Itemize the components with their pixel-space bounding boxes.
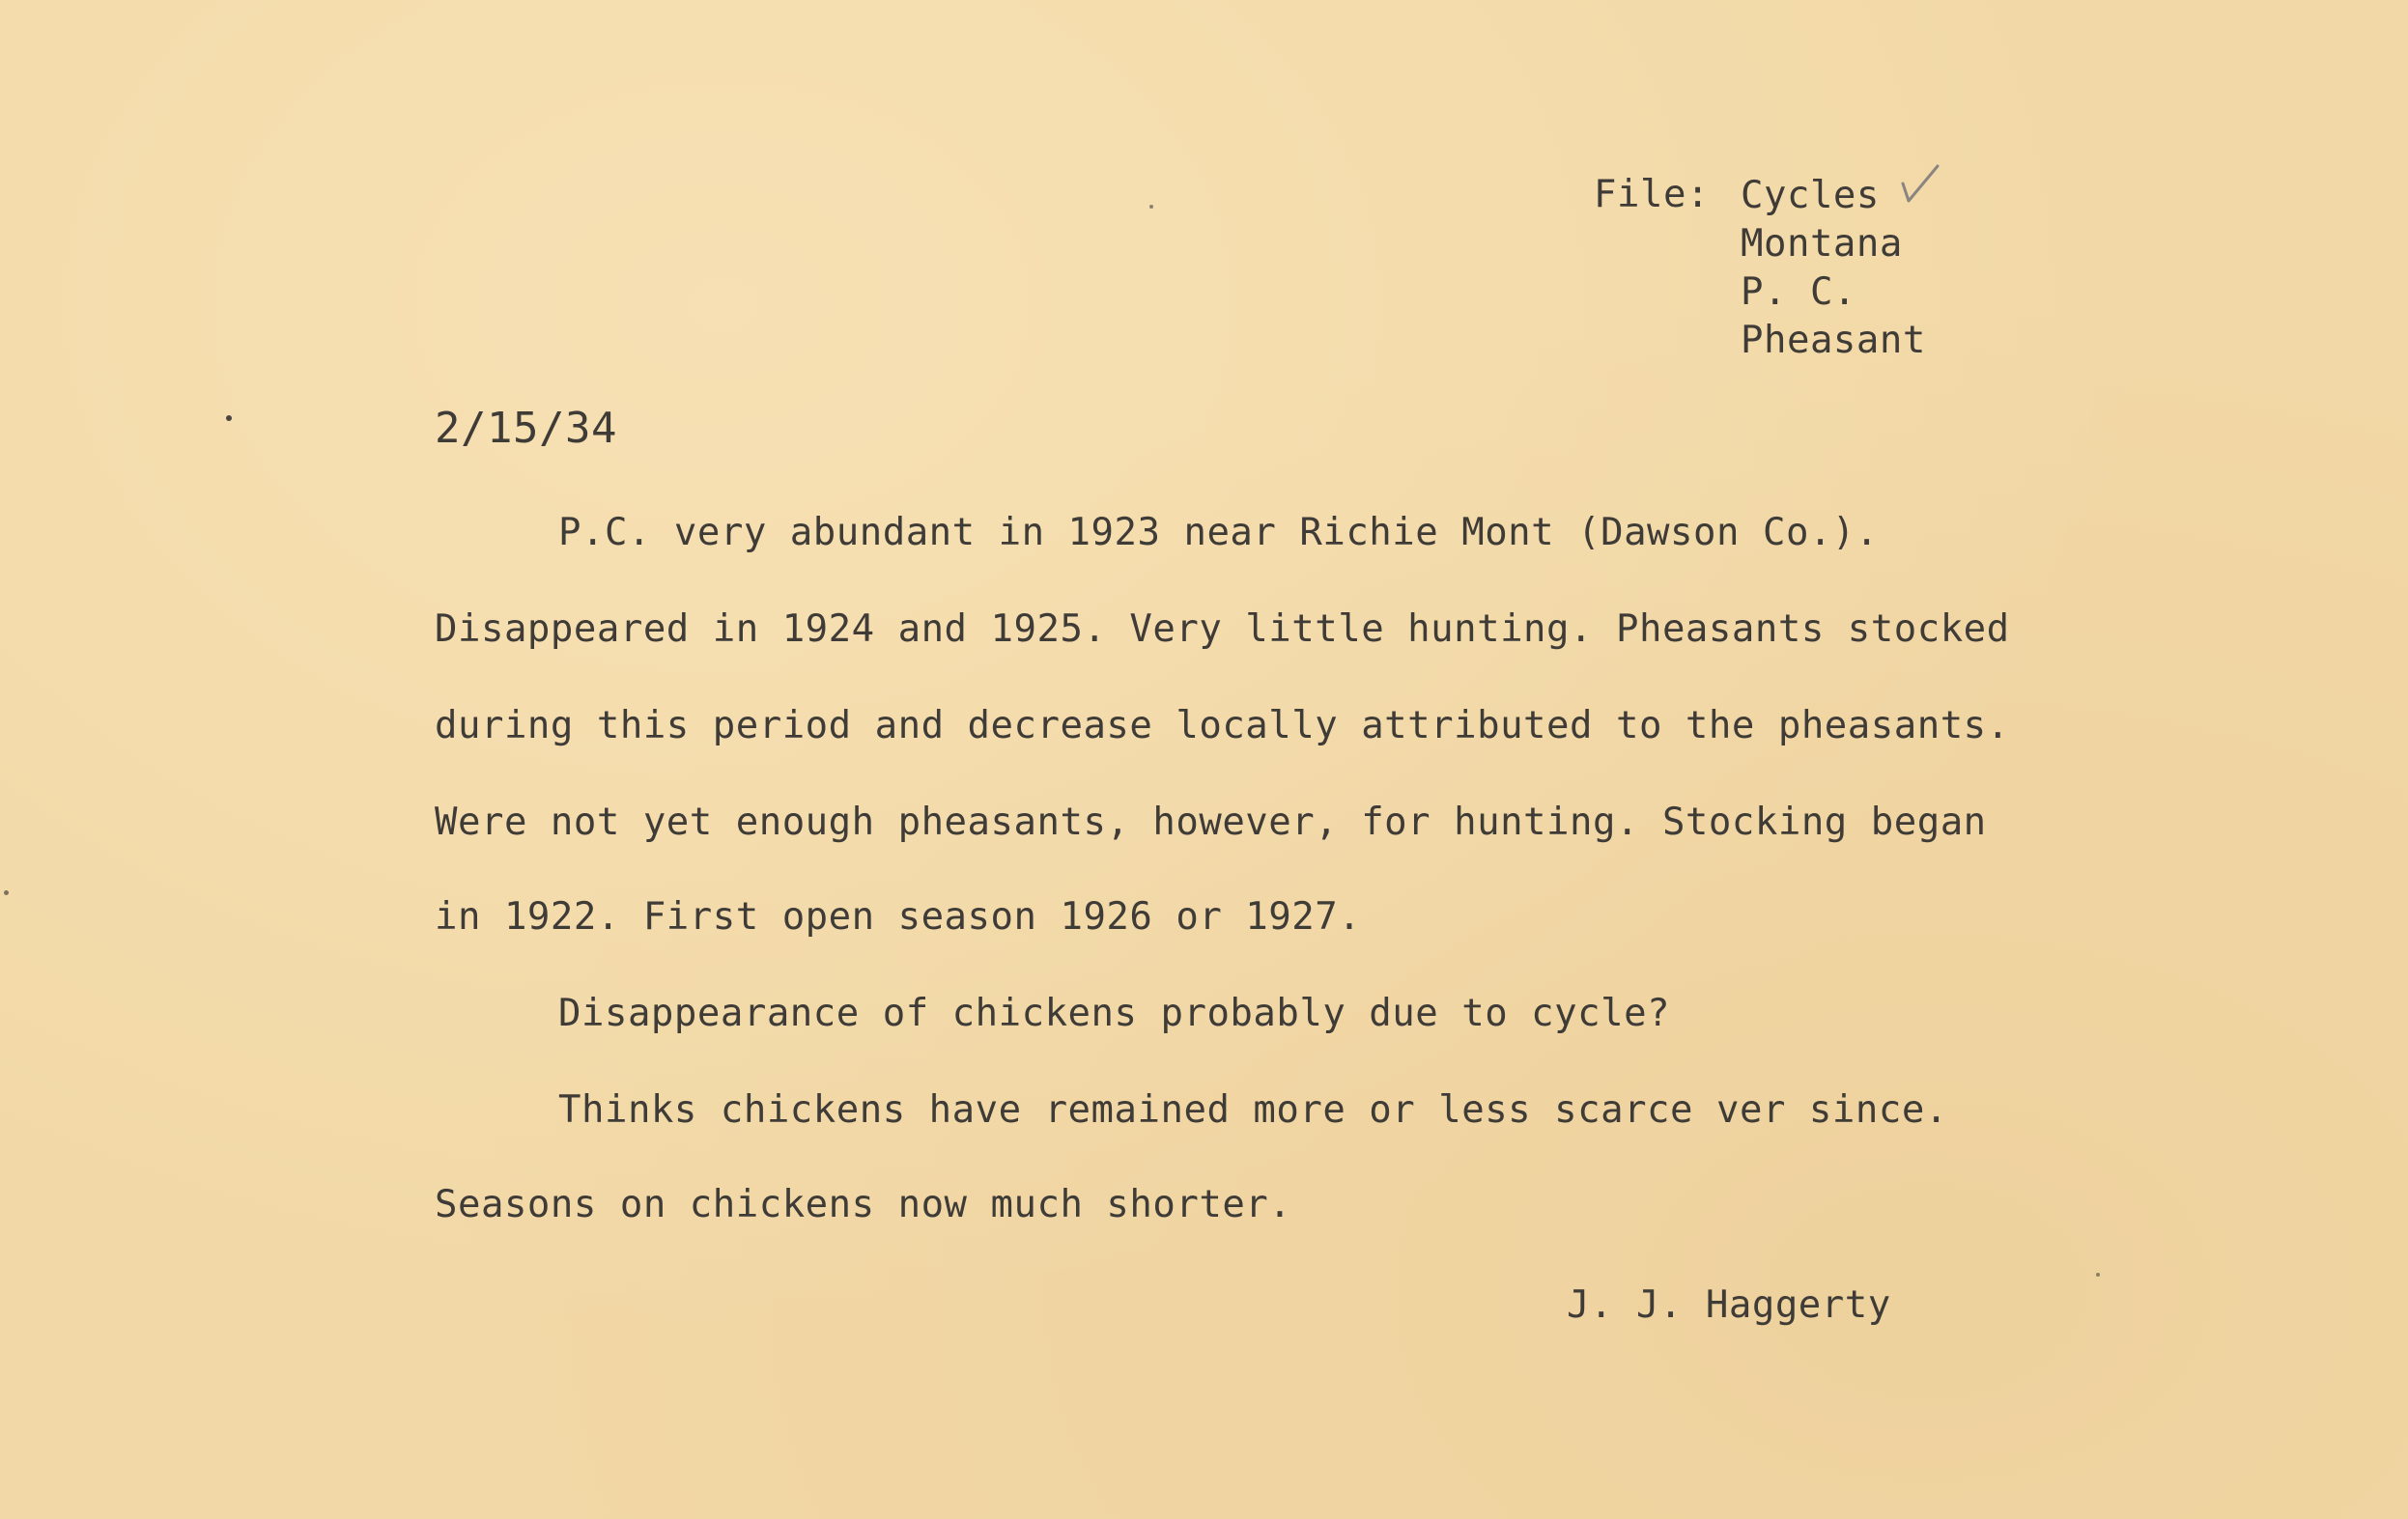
file-entry-montana: Montana (1741, 222, 1903, 266)
file-label: File: (1594, 173, 1710, 216)
paper-speck (4, 890, 9, 895)
signature: J. J. Haggerty (1567, 1283, 1891, 1327)
paragraph-1-line-1: P.C. very abundant in 1923 near Richie Mont (Dawson Co.). (558, 511, 1879, 554)
paragraph-3-line-2: Seasons on chickens now much shorter. (435, 1183, 1292, 1226)
paragraph-1-line-3: during this period and decrease locally attributed to the pheasants. (435, 704, 2010, 747)
paper-speck (1149, 205, 1153, 209)
paper-speck (226, 415, 232, 421)
paragraph-3-line-1: Thinks chickens have remained more or less scarce ver since. (558, 1088, 1948, 1132)
paragraph-2-line-1: Disappearance of chickens probably due to cycle? (558, 992, 1671, 1035)
paragraph-1-line-4: Were not yet enough pheasants, however, for hunting. Stocking began (435, 801, 1987, 844)
file-entry-cycles: Cycles (1741, 174, 1880, 217)
check-mark-icon (1899, 162, 1941, 207)
paragraph-1-line-5: in 1922. First open season 1926 or 1927. (435, 895, 1362, 939)
paragraph-1-line-2: Disappeared in 1924 and 1925. Very little hunting. Pheasants stocked (435, 607, 2010, 651)
file-entry-pc: P. C. (1741, 270, 1856, 314)
file-entry-pheasant: Pheasant (1741, 319, 1926, 362)
document-date: 2/15/34 (435, 404, 617, 453)
paper-speck (2096, 1273, 2100, 1277)
